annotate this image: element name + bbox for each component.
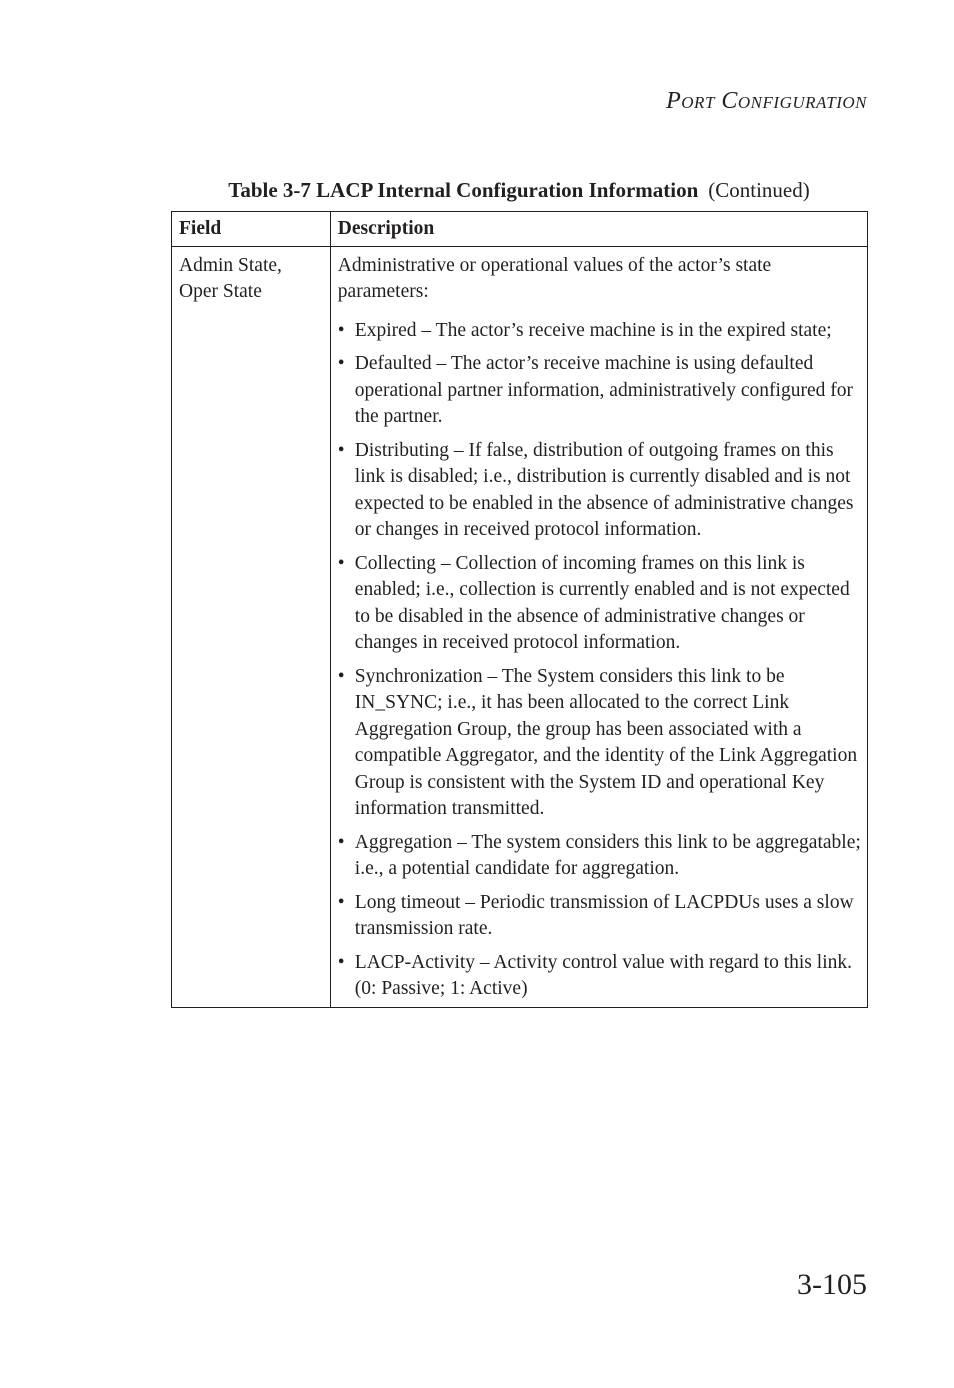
list-item-text: Long timeout – Periodic transmission of LACPDUs uses a slow transmission rate. <box>354 891 854 939</box>
list-item <box>338 890 863 943</box>
bullet-icon: • <box>337 831 345 853</box>
description-cell <box>330 246 867 1007</box>
column-header-field: Field <box>172 212 331 247</box>
field-name-line: Oper State <box>179 281 262 302</box>
bullet-icon: • <box>337 665 345 687</box>
list-item-text: Aggregation – The system considers this link to be aggregatable; i.e., a potential candidate for aggregation. <box>354 831 861 879</box>
list-item-text: Distributing – If false, distribution of outgoing frames on this link is disabled; i.e., distribution is currently disabled and is not expected to be enabled in the absence of administrative changes or changes in received protocol information. <box>354 439 854 540</box>
table-caption <box>171 178 867 203</box>
list-item-text: Defaulted – The actor’s receive machine is using defaulted operational partner information, administratively configured for the partner. <box>354 353 853 427</box>
list-item-text: Synchronization – The System considers this link to be IN_SYNC; i.e., it has been allocated to the correct Link Aggregation Group, the group has been associated with a compatible Aggregator, and the identity of the Link Aggregation Group is consistent with the System ID and operational Key information transmitted. <box>354 665 858 819</box>
bullet-icon: • <box>337 891 345 913</box>
list-item <box>338 318 863 345</box>
field-cell <box>172 246 331 1007</box>
list-item-text: LACP-Activity – Activity control value with regard to this link. (0: Passive; 1: Active) <box>354 951 852 999</box>
list-item-text: Collecting – Collection of incoming frames on this link is enabled; i.e., collection is currently enabled and is not expected to be disabled in the absence of administrative changes or changes in received protocol information. <box>354 552 850 653</box>
list-item <box>338 830 863 883</box>
running-header: Port Configuration <box>666 88 867 114</box>
bullet-icon: • <box>337 951 345 973</box>
bullet-icon: • <box>337 552 345 574</box>
page-number: 3-105 <box>797 1268 867 1301</box>
table-caption-title: Table 3-7 LACP Internal Configuration Information <box>228 178 699 202</box>
list-item <box>338 551 863 657</box>
bullet-icon: • <box>337 319 345 341</box>
description-intro: Administrative or operational values of the actor’s state parameters: <box>337 254 772 302</box>
list-item <box>338 950 863 1003</box>
field-name-line: Admin State, <box>179 254 282 276</box>
lacp-config-table <box>171 211 868 1008</box>
bullet-icon: • <box>337 439 345 461</box>
table-header-row <box>172 212 868 247</box>
list-item-text: Expired – The actor’s receive machine is in the expired state; <box>354 319 832 341</box>
table-row <box>172 246 868 1007</box>
bullet-icon: • <box>337 353 345 374</box>
column-header-description: Description <box>330 212 867 247</box>
table-caption-continued: (Continued) <box>708 178 810 202</box>
list-item <box>338 438 863 544</box>
list-item <box>338 664 863 823</box>
state-parameter-list <box>338 318 863 1003</box>
list-item <box>338 351 863 431</box>
